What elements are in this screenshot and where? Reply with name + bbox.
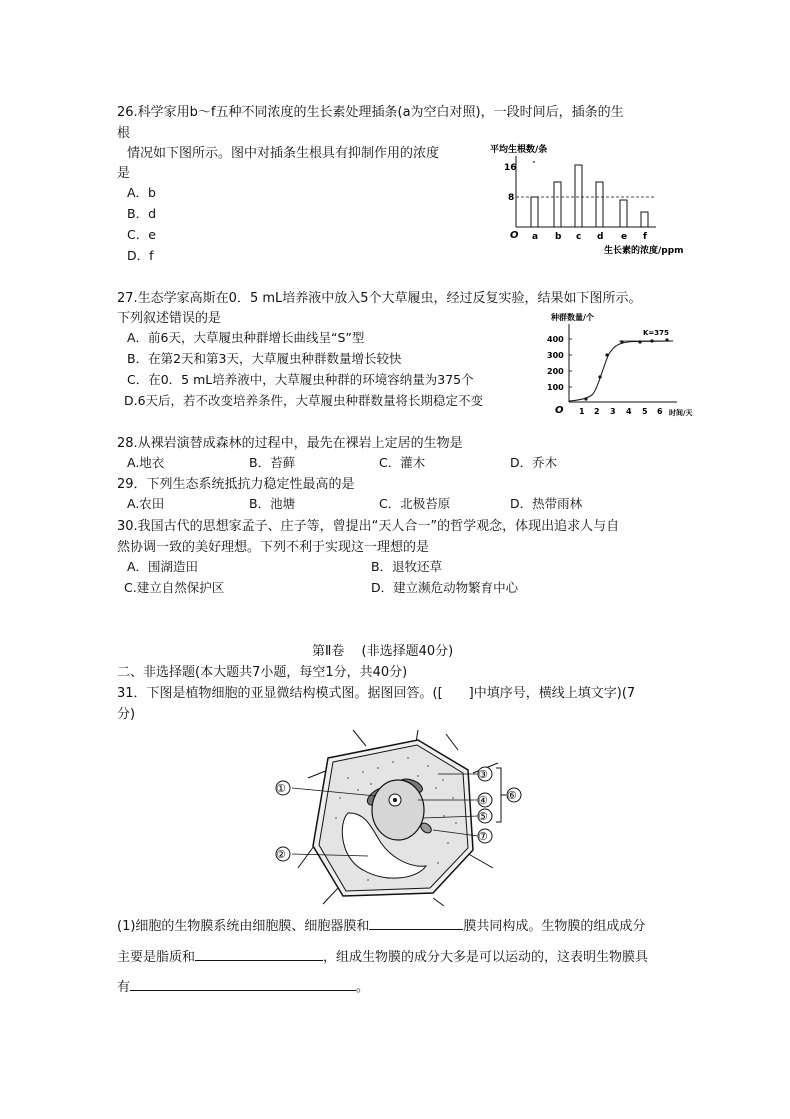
y-tick-400: 400 bbox=[547, 335, 564, 344]
q31-stem-line1: 31．下图是植物细胞的亚显微结构模式图。据图回答。([ ]中填序号，横线上填文字)(7 bbox=[117, 686, 636, 701]
data-point bbox=[638, 340, 641, 343]
label-1: ① bbox=[276, 782, 286, 795]
q31-sub1-text-a: (1)细胞的生物膜系统由细胞膜、细胞器膜和 bbox=[117, 919, 370, 934]
bar-d bbox=[596, 182, 603, 227]
q26-option-b: B．d bbox=[127, 206, 157, 221]
q27-option-d: D.6天后，若不改变培养条件，大草履虫种群数量将长期稳定不变 bbox=[124, 393, 484, 408]
q26-option-d: D．f bbox=[127, 248, 154, 263]
q27-option-b: B．在第2天和第3天，大草履虫种群数量增长较快 bbox=[127, 351, 402, 366]
q28-option-c: C．灌木 bbox=[379, 455, 426, 470]
bar-c bbox=[575, 165, 582, 227]
answer-blank-1[interactable] bbox=[369, 928, 463, 930]
answer-blank-2[interactable] bbox=[195, 959, 323, 961]
data-point bbox=[584, 397, 587, 400]
q31-sub1-text-f: 。 bbox=[356, 980, 370, 995]
nucleus bbox=[372, 780, 424, 840]
section-2-heading: 二、非选择题(本大题共7小题，每空1分，共40分) bbox=[117, 665, 408, 680]
q27-option-c: C．在0．5 mL培养液中，大草履虫种群的环境容纳量为375个 bbox=[127, 372, 474, 387]
q28-stem: 28.从裸岩演替成森林的过程中，最先在裸岩上定居的生物是 bbox=[117, 436, 463, 451]
x-tick-3: 3 bbox=[610, 407, 616, 416]
q28-option-d: D．乔木 bbox=[510, 455, 558, 470]
x-tick-6: 6 bbox=[657, 407, 663, 416]
q30-option-b: B．退牧还草 bbox=[371, 559, 443, 574]
x-tick-f: f bbox=[643, 232, 647, 242]
q28-option-a: A.地衣 bbox=[127, 455, 165, 470]
q31-sub1-line3 bbox=[117, 976, 369, 995]
q28-option-b: B．苔藓 bbox=[249, 455, 296, 470]
q27-growth-chart bbox=[537, 310, 707, 422]
s-curve bbox=[569, 341, 673, 401]
x-tick-2: 2 bbox=[594, 407, 600, 416]
data-point bbox=[605, 353, 608, 356]
section-2-title: 第Ⅱ卷 (非选择题40分) bbox=[312, 644, 454, 659]
q29-stem: 29．下列生态系统抵抗力稳定性最高的是 bbox=[117, 477, 355, 492]
y-axis-label: 平均生根数/条 bbox=[490, 145, 548, 155]
x-tick-e: e bbox=[621, 232, 628, 242]
q27-stem-line1: 27.生态学家高斯在0．5 mL培养液中放入5个大草履虫，经过反复实验，结果如下图所示。 bbox=[117, 291, 642, 306]
data-point bbox=[650, 339, 653, 342]
x-tick-5: 5 bbox=[642, 407, 648, 416]
x-tick-d: d bbox=[597, 232, 604, 242]
x-axis-label: 生长素的浓度/ppm bbox=[604, 246, 684, 256]
q27-option-a: A．前6天，大草履虫种群增长曲线呈“S”型 bbox=[127, 330, 365, 345]
label-4: ④ bbox=[478, 794, 488, 807]
bar-e bbox=[620, 200, 627, 227]
x-tick-b: b bbox=[555, 232, 562, 242]
data-point bbox=[620, 340, 623, 343]
q26-option-a: A．b bbox=[127, 185, 156, 200]
x-tick-a: a bbox=[532, 232, 539, 242]
q30-option-a: A．围湖造田 bbox=[127, 559, 199, 574]
label-6: ⑥ bbox=[507, 789, 517, 802]
bar-f bbox=[641, 212, 648, 227]
q31-sub1-text-c: 主要是脂质和 bbox=[117, 950, 196, 965]
x-tick-c: c bbox=[576, 232, 582, 242]
y-axis-label: 种群数量/个 bbox=[551, 313, 594, 322]
y-tick-8: 8 bbox=[508, 193, 515, 203]
data-point bbox=[598, 375, 601, 378]
label-7: ⑦ bbox=[478, 830, 488, 843]
q26-stem-line2: 根 bbox=[117, 126, 131, 141]
q31-sub1-text-d: ，组成生物膜的成分大多是可以运动的，这表明生物膜具 bbox=[323, 950, 649, 965]
q31-stem-line2: 分) bbox=[117, 707, 136, 722]
q26-option-c: C．e bbox=[127, 227, 156, 242]
q30-option-c: C.建立自然保护区 bbox=[124, 580, 225, 595]
q29-option-d: D．热带雨林 bbox=[510, 496, 583, 511]
q31-sub1-line2 bbox=[117, 946, 648, 965]
x-tick-1: 1 bbox=[579, 407, 585, 416]
y-tick-16: 16 bbox=[504, 163, 517, 173]
bar-b bbox=[554, 182, 561, 227]
answer-blank-3[interactable] bbox=[130, 989, 356, 991]
x-axis-label: 时间/天 bbox=[669, 409, 693, 417]
q26-bar-chart bbox=[486, 140, 696, 260]
x-tick-4: 4 bbox=[626, 407, 632, 416]
label-2: ② bbox=[276, 848, 286, 861]
data-point bbox=[665, 338, 668, 341]
q27-stem-line2: 下列叙述错误的是 bbox=[117, 311, 222, 326]
q26-stem-line1: 26.科学家用b～f五种不同浓度的生长素处理插条(a为空白对照)，一段时间后，插条的生 bbox=[117, 105, 624, 120]
q30-stem-line2: 然协调一致的美好理想。下列不利于实现这一理想的是 bbox=[117, 540, 430, 555]
q30-option-d: D．建立濒危动物繁育中心 bbox=[371, 580, 519, 595]
bar-a bbox=[531, 197, 538, 227]
q30-stem-line1: 30.我国古代的思想家孟子、庄子等，曾提出“天人合一”的哲学观念，体现出追求人与自 bbox=[117, 519, 620, 534]
bracket bbox=[496, 768, 506, 822]
label-3: ③ bbox=[478, 768, 488, 781]
y-tick-300: 300 bbox=[547, 351, 564, 360]
q29-option-b: B．池塘 bbox=[249, 496, 296, 511]
q31-sub1-text-e: 有 bbox=[117, 980, 131, 995]
origin-label: O bbox=[510, 230, 519, 241]
q31-sub1-text-b: 膜共同构成。生物膜的组成成分 bbox=[463, 919, 646, 934]
dot-mark bbox=[533, 161, 535, 163]
y-tick-100: 100 bbox=[547, 383, 564, 392]
q31-sub1-line1 bbox=[117, 915, 645, 934]
label-5: ⑤ bbox=[478, 810, 488, 823]
y-tick-200: 200 bbox=[547, 367, 564, 376]
q26-stem-line4: 是 bbox=[117, 166, 131, 181]
q26-stem-line3: 情况如下图所示。图中对插条生根具有抑制作用的浓度 bbox=[127, 146, 440, 161]
origin-label: O bbox=[555, 405, 564, 416]
plant-cell-diagram bbox=[268, 728, 530, 906]
q29-option-a: A.农田 bbox=[127, 496, 165, 511]
q29-option-c: C．北极苔原 bbox=[379, 496, 451, 511]
k-label: K=375 bbox=[643, 329, 669, 337]
